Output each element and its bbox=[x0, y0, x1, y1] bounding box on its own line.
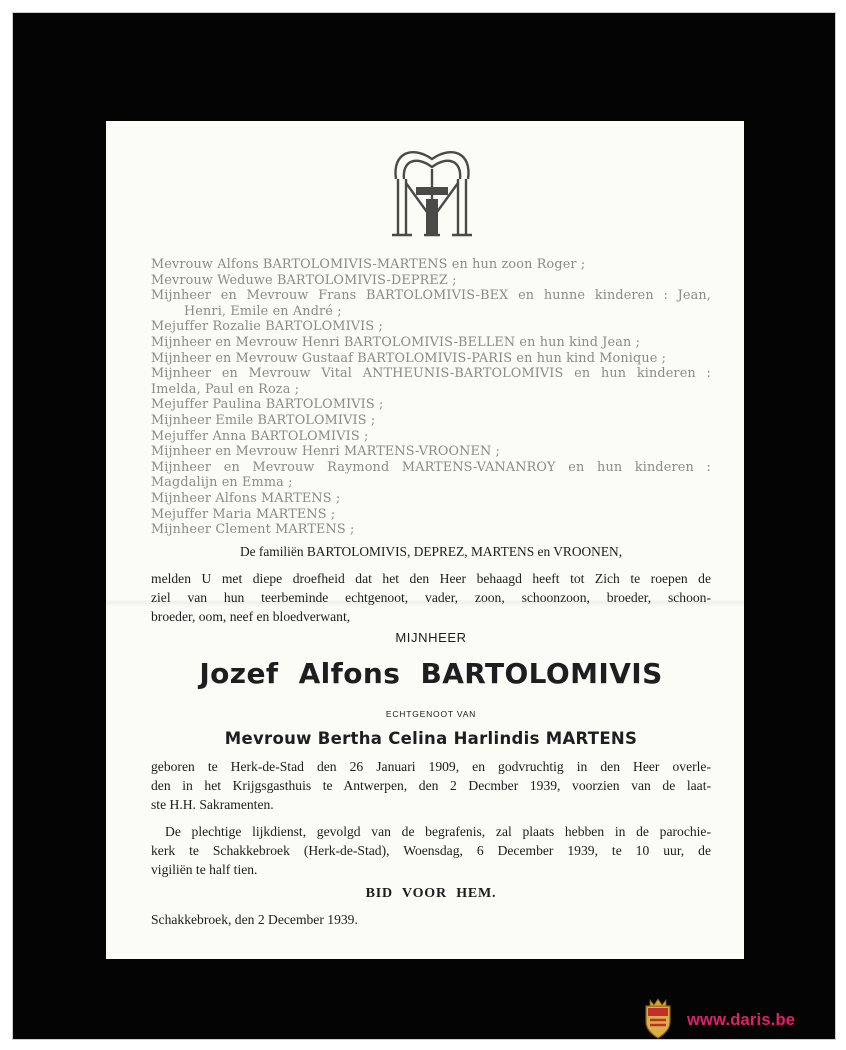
watermark-url: www.daris.be bbox=[687, 1011, 796, 1029]
family-line: Mijnheer en Mevrouw Frans BARTOLOMIVIS-BEX en hunne kinderen : Jean, bbox=[151, 288, 711, 304]
family-line: Mejuffer Paulina BARTOLOMIVIS ; bbox=[151, 397, 384, 413]
family-line: Magdalijn en Emma ; bbox=[151, 475, 293, 491]
announcement-line: ziel van hun teerbeminde echtgenoot, vader, zoon, schoonzoon, broeder, schoon- bbox=[151, 590, 711, 605]
families-line: De familiën BARTOLOMIVIS, DEPREZ, MARTENS en VROONEN, bbox=[239, 544, 623, 559]
birth-death-line: ste H.H. Sakramenten. bbox=[151, 797, 274, 812]
place-and-date: Schakkebroek, den 2 December 1939. bbox=[151, 912, 358, 927]
family-line: Mejuffer Rozalie BARTOLOMIVIS ; bbox=[151, 319, 383, 335]
announcement-line: melden U met diepe droefheid dat het den Heer behaagd heeft tot Zich te roepen de bbox=[151, 571, 711, 586]
family-line: Mejuffer Anna BARTOLOMIVIS ; bbox=[151, 428, 369, 444]
marian-monogram-icon bbox=[386, 139, 478, 241]
service-line: De plechtige lijkdienst, gevolgd van de begrafenis, zal plaats hebben in de parochie- bbox=[165, 824, 711, 839]
family-line: Henri, Emile en André ; bbox=[184, 303, 342, 319]
announcement-line: broeder, oom, neef en bloedverwant, bbox=[151, 609, 351, 624]
mourning-card bbox=[106, 121, 744, 959]
spouse-name: Mevrouw Bertha Celina Harlindis MARTENS bbox=[224, 729, 638, 748]
coat-of-arms-icon bbox=[642, 998, 674, 1040]
announcement bbox=[151, 569, 711, 626]
family-line: Mejuffer Maria MARTENS ; bbox=[151, 506, 336, 522]
family-line: Mevrouw Weduwe BARTOLOMIVIS-DEPREZ ; bbox=[151, 272, 457, 288]
birth-death-line: geboren te Herk-de-Stad den 26 Januari 1909, en godvruchtig in den Heer overle- bbox=[151, 759, 711, 774]
deceased-name: Jozef Alfons BARTOLOMIVIS bbox=[199, 657, 663, 690]
spouse-label: ECHTGENOOT VAN bbox=[385, 709, 477, 719]
family-line: Mijnheer Clement MARTENS ; bbox=[151, 522, 355, 538]
honorific: MIJNHEER bbox=[395, 630, 467, 645]
service-line: vigiliën te half tien. bbox=[151, 862, 258, 877]
family-line: Mijnheer en Mevrouw Gustaaf BARTOLOMIVIS-PARIS en hun kind Monique ; bbox=[151, 350, 667, 366]
family-line: Mijnheer en Mevrouw Henri BARTOLOMIVIS-BELLEN en hun kind Jean ; bbox=[151, 334, 641, 350]
family-line: Mijnheer en Mevrouw Raymond MARTENS-VANANROY en hun kinderen : bbox=[151, 459, 711, 475]
family-line: Imelda, Paul en Roza ; bbox=[151, 381, 300, 397]
funeral-service-details bbox=[151, 822, 711, 879]
prayer-request: BID VOOR HEM. bbox=[365, 886, 497, 901]
service-line: kerk te Schakkebroek (Herk-de-Stad), Woensdag, 6 December 1939, te 10 uur, de bbox=[151, 843, 711, 858]
scan-frame bbox=[12, 12, 836, 1040]
birth-death-line: den in het Krijgsgasthuis te Antwerpen, den 2 Decmber 1939, voorzien van de laat- bbox=[151, 778, 711, 793]
family-list bbox=[151, 257, 711, 538]
family-line: Mijnheer Alfons MARTENS ; bbox=[151, 490, 341, 506]
family-line: Mijnheer Emile BARTOLOMIVIS ; bbox=[151, 412, 376, 428]
family-line: Mijnheer en Mevrouw Vital ANTHEUNIS-BARTOLOMIVIS en hun kinderen : bbox=[151, 366, 711, 382]
birth-death-details bbox=[151, 757, 711, 814]
family-line: Mevrouw Alfons BARTOLOMIVIS-MARTENS en hun zoon Roger ; bbox=[151, 257, 586, 272]
family-line: Mijnheer en Mevrouw Henri MARTENS-VROONEN ; bbox=[151, 444, 500, 460]
